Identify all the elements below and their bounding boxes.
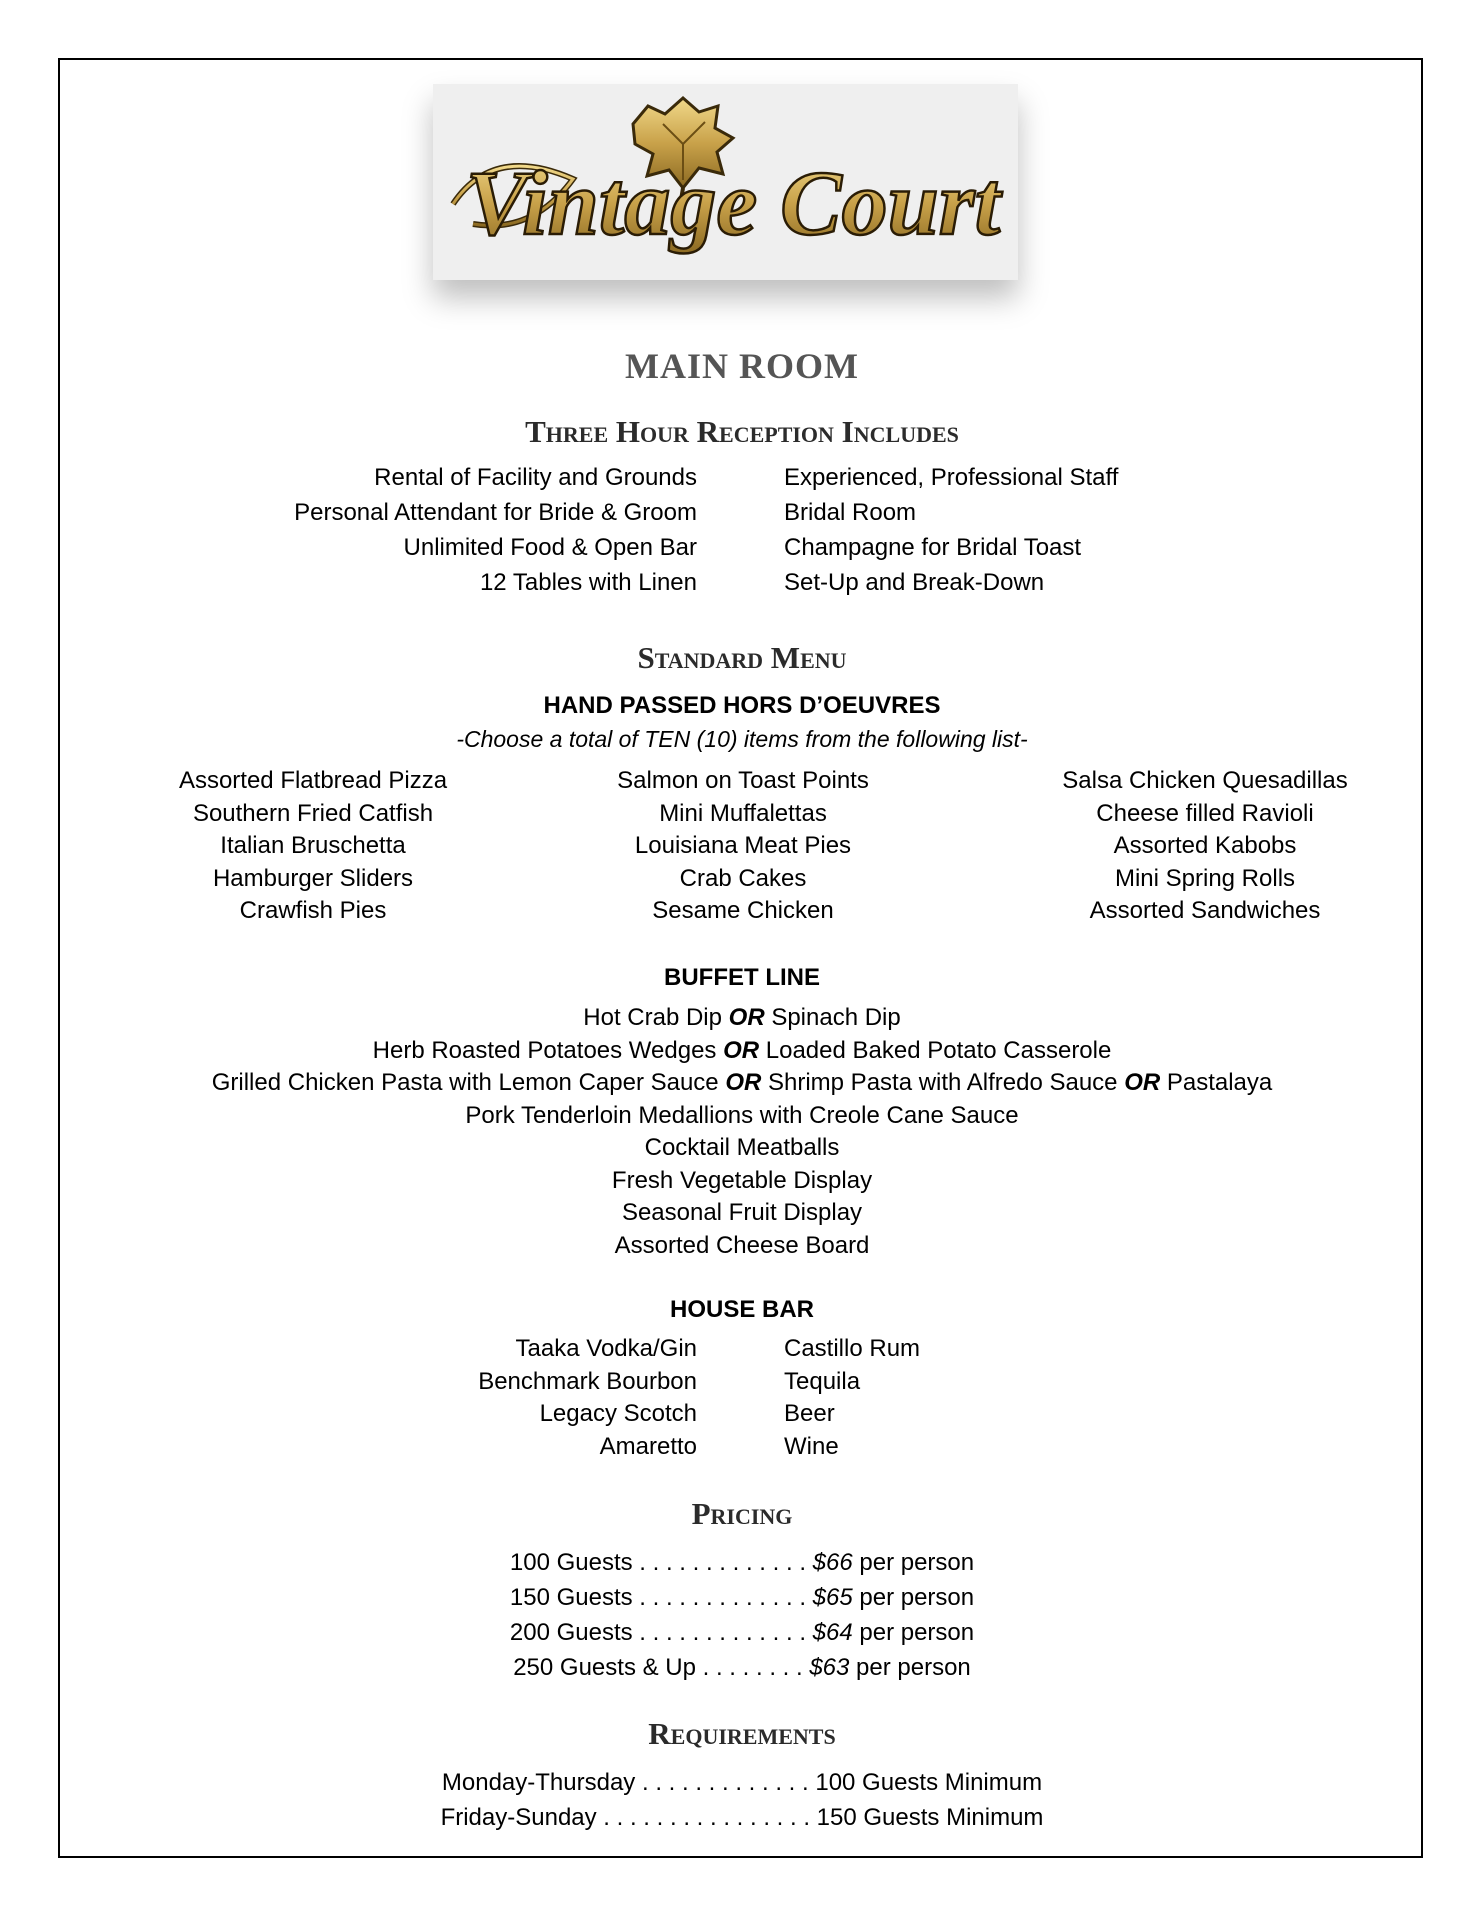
list-item: Set-Up and Break-Down (784, 569, 1045, 596)
list-item: Personal Attendant for Bride & Groom (294, 499, 697, 526)
bar-left-list (200, 1333, 697, 1463)
list-item: Pork Tenderloin Medallions with Creole Cane Sauce (465, 1101, 1019, 1129)
buffet-list (0, 1002, 1484, 1262)
hors-heading: HAND PASSED HORS D’OEUVRES (543, 692, 941, 719)
list-item: Unlimited Food & Open Bar (403, 534, 697, 561)
list-item: Salmon on Toast Points (617, 767, 869, 794)
hors-column-1 (150, 765, 476, 928)
list-item: Mini Spring Rolls (1114, 864, 1296, 892)
list-item: Louisiana Meat Pies (634, 832, 852, 859)
or-word: OR (1124, 1069, 1161, 1096)
list-item: Champagne for Bridal Toast (784, 534, 1082, 561)
price-row: 200 Guests . . . . . . . . . . . . . $64 per person (509, 1619, 975, 1646)
list-item: Taaka Vodka/Gin (515, 1335, 697, 1362)
list-item: Legacy Scotch (539, 1400, 697, 1427)
list-item: Experienced, Professional Staff (784, 464, 1119, 491)
list-item: Assorted Sandwiches (1089, 897, 1321, 924)
buffet-heading: BUFFET LINE (664, 964, 820, 991)
logo-graphic (433, 84, 1018, 280)
hors-column-2 (580, 765, 906, 928)
standard-menu-heading: Standard Menu (637, 640, 847, 675)
list-item: Assorted Flatbread Pizza (178, 767, 448, 794)
pricing-list (0, 1545, 1484, 1685)
list-item: Southern Fried Catfish (192, 799, 434, 827)
list-item: Crawfish Pies (239, 897, 387, 924)
requirement-row: Friday-Sunday . . . . . . . . . . . . . . . . 150 Guests Minimum (440, 1804, 1044, 1831)
reception-right-list (784, 460, 1284, 600)
requirement-row: Monday-Thursday . . . . . . . . . . . . . 100 Guests Minimum (441, 1769, 1043, 1796)
list-item: Hot Crab Dip OR Spinach Dip (583, 1004, 901, 1031)
reception-heading: Three Hour Reception Includes (525, 414, 959, 449)
bar-right-list (784, 1333, 1184, 1463)
logo-text: Vintage Court (465, 152, 1001, 254)
requirements-list (0, 1765, 1484, 1835)
list-item: Rental of Facility and Grounds (374, 464, 697, 491)
price-row: 250 Guests & Up . . . . . . . . $63 per person (513, 1654, 971, 1681)
hors-column-3 (1040, 765, 1370, 928)
list-item: Bridal Room (784, 499, 917, 526)
list-item: Beer (784, 1400, 835, 1427)
list-item: Seasonal Fruit Display (621, 1199, 863, 1226)
list-item: Cheese filled Ravioli (1096, 799, 1314, 827)
list-item: Fresh Vegetable Display (611, 1166, 873, 1194)
list-item: Assorted Cheese Board (614, 1231, 870, 1259)
or-word: OR (728, 1004, 765, 1031)
list-item: Cocktail Meatballs (644, 1134, 840, 1161)
list-item: Herb Roasted Potatoes Wedges OR Loaded Baked Potato Casserole (372, 1036, 1112, 1064)
reception-left-list (200, 460, 697, 600)
vintage-court-logo (433, 84, 1018, 280)
list-item: Italian Bruschetta (220, 832, 406, 859)
page-title: MAIN ROOM (625, 346, 859, 386)
price-row: 100 Guests . . . . . . . . . . . . . $66 per person (509, 1549, 975, 1576)
pricing-heading: Pricing (691, 1496, 793, 1531)
price-row: 150 Guests . . . . . . . . . . . . . $65 per person (509, 1584, 975, 1611)
or-word: OR (725, 1069, 762, 1096)
list-item: Tequila (784, 1367, 861, 1395)
list-item: Salsa Chicken Quesadillas (1062, 767, 1348, 794)
list-item: Benchmark Bourbon (478, 1367, 697, 1395)
list-item: Assorted Kabobs (1113, 832, 1297, 859)
hors-note: -Choose a total of TEN (10) items from the following list- (456, 726, 1028, 752)
list-item: Mini Muffalettas (659, 799, 827, 827)
list-item: Crab Cakes (679, 864, 807, 892)
list-item: Hamburger Sliders (212, 864, 414, 892)
requirements-heading: Requirements (648, 1716, 836, 1751)
list-item: 12 Tables with Linen (479, 569, 697, 596)
list-item: Castillo Rum (784, 1335, 921, 1362)
or-word: OR (723, 1036, 760, 1064)
bar-heading: HOUSE BAR (669, 1296, 814, 1323)
list-item: Amaretto (599, 1432, 697, 1460)
list-item: Wine (784, 1432, 839, 1460)
list-item: Sesame Chicken (652, 897, 834, 924)
list-item: Grilled Chicken Pasta with Lemon Caper Sauce OR Shrimp Pasta with Alfredo Sauce OR Pastalaya (211, 1069, 1273, 1096)
